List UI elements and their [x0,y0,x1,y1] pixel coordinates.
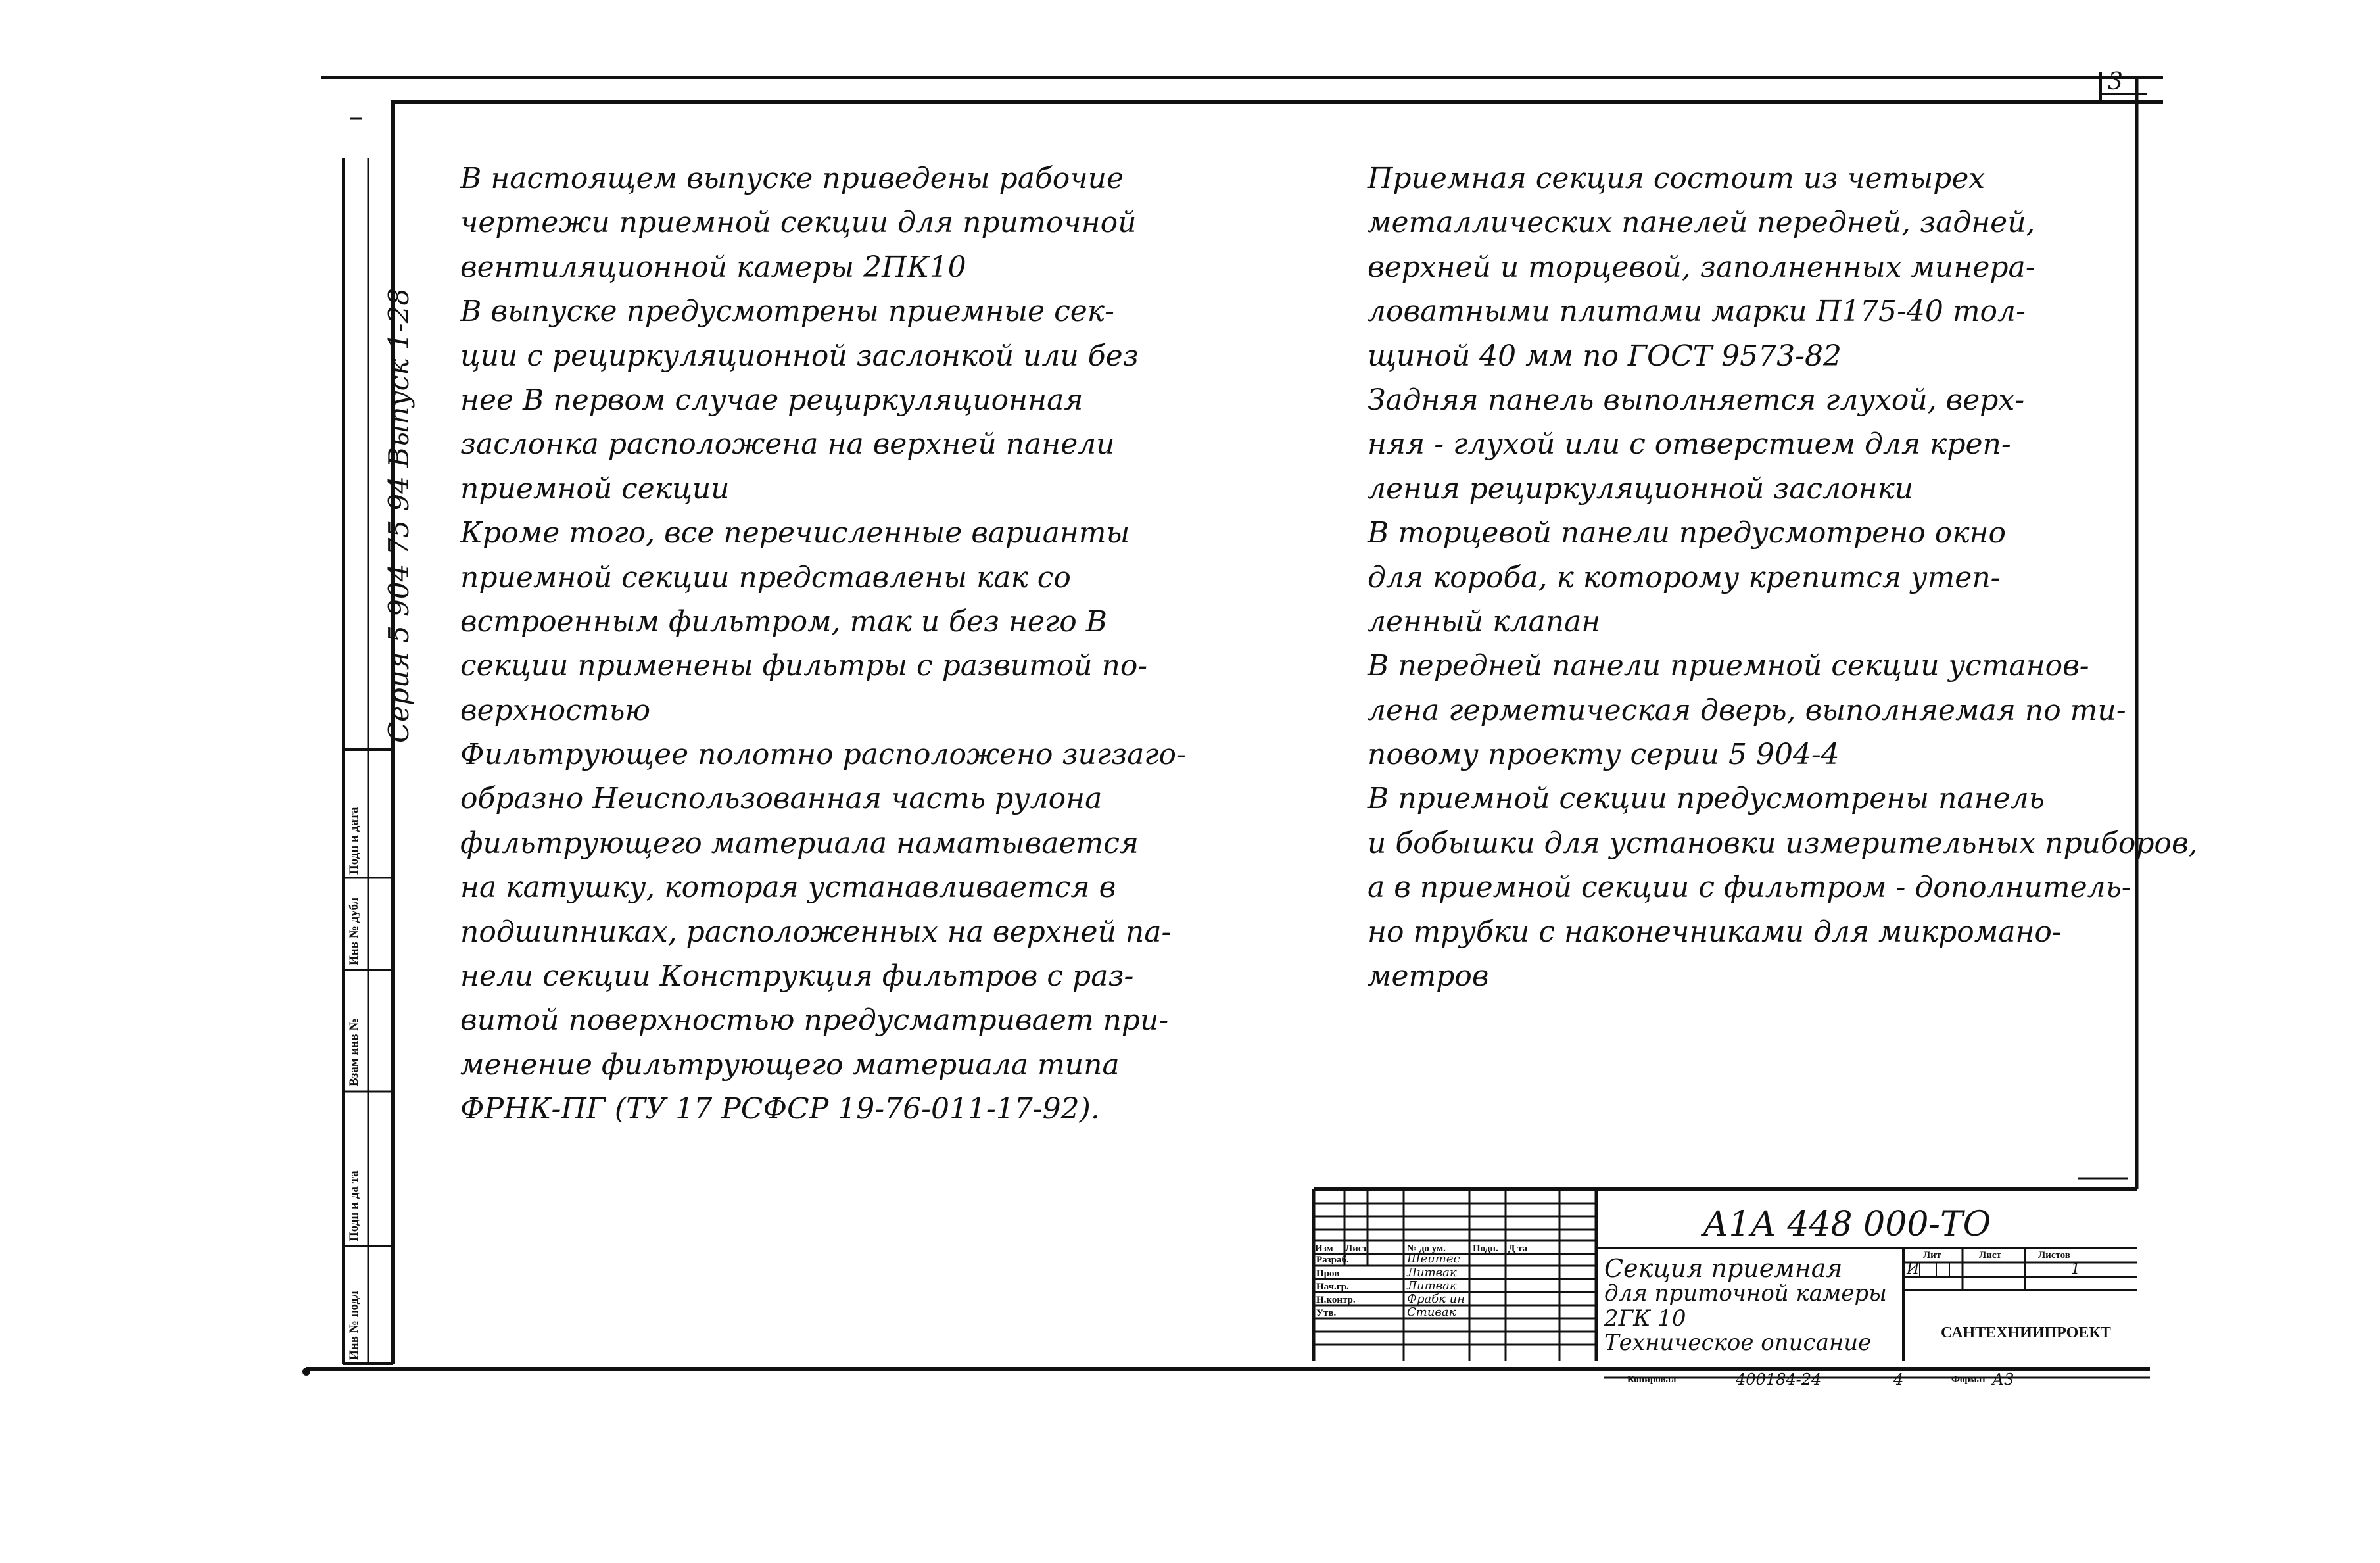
title-line-1: Секция приемная [1604,1254,1843,1283]
text-line: нее В первом случае рециркуляционная [460,383,1083,417]
text-line: встроенным фильтром, так и без него В [460,604,1108,638]
text-line: витой поверхностью предусматривает при- [460,1003,1169,1038]
text-line: Фильтрующее полотно расположено зигзаго- [460,738,1186,772]
text-line: Приемная секция состоит из четырех [1368,162,1986,195]
text-line: вентиляционной камеры 2ПК10 [460,250,966,284]
list-header: Лист [1979,1250,2001,1261]
text-line: чертежи приемной секции для приточной [460,206,1137,240]
stamp-podp-data-2: Подп и дата [347,807,361,875]
text-line: щиной 40 мм по ГОСТ 9573-82 [1368,339,1842,373]
stamp-inv-podl: Инв № подл [347,1291,361,1360]
text-line: верхней и торцевой, заполненных минера- [1368,250,2035,284]
text-line: ции с рециркуляционной заслонкой или без [460,339,1139,373]
text-line: а в приемной секции с фильтром - дополнитель- [1368,871,2131,905]
text-line: подшипниках, расположенных на верхней па- [460,915,1172,949]
listov-value: 1 [2071,1261,2080,1278]
listov-header: Листов [2038,1250,2070,1261]
text-line: и бобышки для установки измерительных приборов, [1368,826,2198,860]
signature-role: Нач.гр. [1316,1282,1349,1292]
text-line: Задняя панель выполняется глухой, верх- [1368,383,2025,417]
stamp-vzam-inv: Взам инв № [347,1018,361,1086]
signature-name: Шеитес [1407,1252,1460,1266]
left-text-column [460,156,1275,1132]
signature-name: Стивак [1407,1305,1456,1319]
stamp-podp-data-1: Подп и да та [347,1170,361,1241]
title-line-3: 2ГК 10 [1604,1305,1686,1332]
text-line: В передней панели приемной секции установ- [1368,649,2089,683]
format-value: А3 [1992,1370,2014,1389]
text-line: метров [1368,959,1489,994]
text-line: ФРНК-ПГ (ТУ 17 РСФСР 19-76-011-17-92). [460,1092,1100,1126]
kopiroval-label: Копировал [1627,1374,1677,1385]
text-line: на катушку, которая устанавливается в [460,871,1116,905]
text-line: секции применены фильтры с развитой по- [460,649,1148,683]
text-line: В выпуске предусмотрены приемные сек- [460,295,1114,329]
right-text-column [1368,156,2198,998]
signature-name: Фрабк ин [1407,1292,1465,1306]
lit-value: И [1907,1261,1920,1278]
text-line: нели секции Конструкция фильтров с раз- [460,959,1134,994]
text-line: металлических панелей передней, задней, [1368,206,2035,240]
signature-name: Литвак [1407,1266,1457,1280]
text-line: лена герметическая дверь, выполняемая по ти- [1368,693,2126,727]
signature-role: Утв. [1316,1308,1337,1318]
text-line: ления рециркуляционной заслонки [1368,471,1914,506]
text-line: няя - глухой или с отверстием для креп- [1368,427,2011,462]
text-line: В торцевой панели предусмотрено окно [1368,516,2006,550]
col-header-list: Лист [1345,1243,1368,1254]
signature-role: Разраб. [1316,1255,1349,1265]
stamp-inv-dubl: Инв № дубл [347,897,361,965]
format-label: Формат [1951,1374,1987,1385]
col-header-izm: Изм [1315,1243,1333,1254]
document-code: А1А 448 000-ТО [1703,1205,1991,1244]
text-line: верхностью [460,693,651,727]
kopiroval-value: 400184-24 [1736,1370,1822,1389]
col-header-podp: Подп. [1473,1243,1498,1254]
text-line: образно Неиспользованная часть рулона [460,782,1103,816]
text-line: приемной секции [460,471,730,506]
text-line: приемной секции представлены как со [460,560,1071,594]
text-line: В приемной секции предусмотрены панель [1368,782,2045,816]
text-line: менение фильтрующего материала типа [460,1047,1120,1082]
text-line: заслонка расположена на верхней панели [460,427,1115,462]
page-number: 3 [2108,68,2123,95]
kopiroval-number: 4 [1893,1370,1904,1389]
signature-role: Н.контр. [1316,1295,1356,1305]
side-series-label: Серия 5 904 75 94 Выпуск 1-28 [383,287,415,743]
text-line: В настоящем выпуске приведены рабочие [460,162,1124,195]
text-line: но трубки с наконечниками для микромано- [1368,915,2062,949]
text-line: фильтрующего материала наматывается [460,826,1139,860]
text-line: ловатными плитами марки П175-40 тол- [1368,295,2026,329]
text-line: ленный клапан [1368,604,1601,638]
title-line-4: Техническое описание [1604,1330,1872,1356]
signature-role: Пров [1316,1268,1340,1279]
signature-name: Литвак [1407,1279,1457,1293]
text-line: для короба, к которому крепится утеп- [1368,560,2001,594]
col-header-data: Д та [1508,1243,1528,1254]
title-line-2: для приточной камеры [1604,1280,1887,1307]
text-line: Кроме того, все перечисленные варианты [460,516,1130,550]
text-line: повому проекту серии 5 904-4 [1368,738,1840,772]
lit-header: Лит [1923,1250,1941,1261]
organization-name: САНТЕХНИИПРОЕКТ [1941,1324,2111,1341]
col-header-doc-num: № до ум. [1407,1243,1446,1254]
